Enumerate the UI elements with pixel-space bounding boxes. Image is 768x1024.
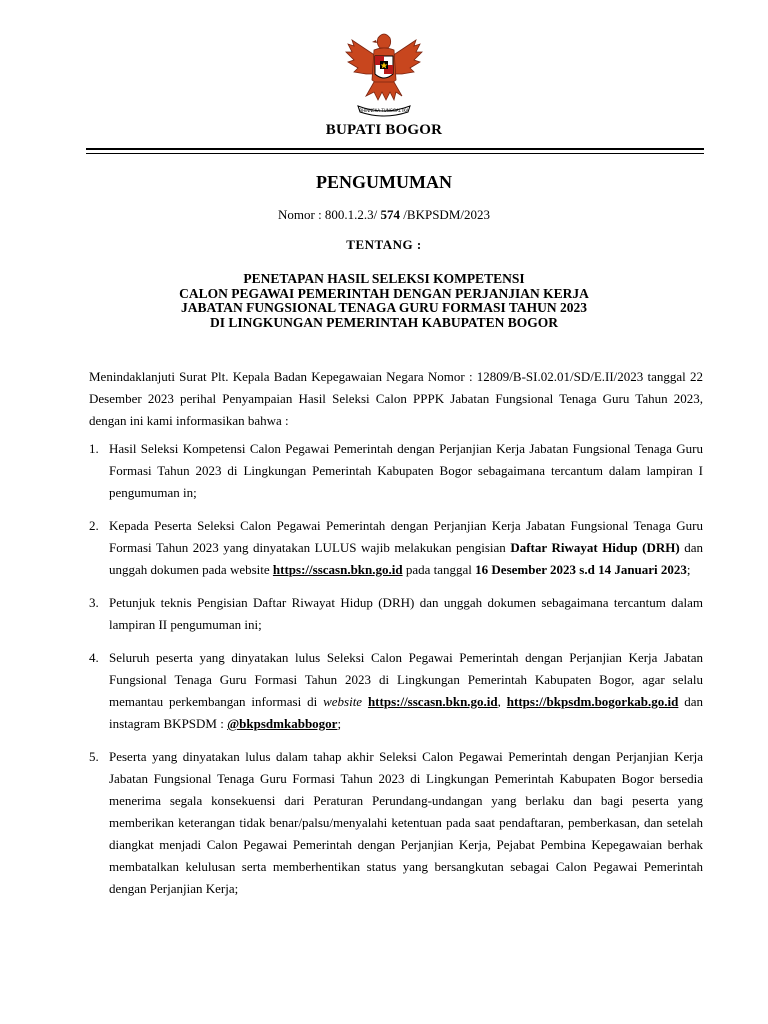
list-number: 3.: [89, 595, 99, 610]
website-word: website: [323, 694, 363, 709]
subject-line: DI LINGKUNGAN PEMERINTAH KABUPATEN BOGOR: [209, 314, 559, 330]
announcement-list: [89, 438, 703, 911]
list-item: [89, 438, 703, 504]
header-divider-thin: [86, 153, 704, 154]
list-number: 2.: [89, 518, 99, 533]
emblem-motto: BHINNEKA TUNGGAL IKA: [359, 108, 409, 113]
item-text: pada tanggal: [402, 562, 476, 577]
list-item: [89, 647, 703, 735]
garuda-emblem-icon: [344, 30, 424, 118]
document-number: [0, 207, 768, 223]
header-divider-thick: [86, 148, 704, 150]
subject-line: PENETAPAN HASIL SELEKSI KOMPETENSI: [243, 271, 525, 286]
item-text: Hasil Seleksi Kompetensi Calon Pegawai Pemerintah dengan Perjanjian Kerja Jabatan Fungsional Tenaga Guru Formasi Tahun 2023 di Lingkungan Pemerintah Kabupaten Bogor sebagaimana tercantum dalam lampiran I pengumuman in;: [109, 441, 703, 500]
drh-label: Daftar Riwayat Hidup (DRH): [510, 540, 680, 555]
subject-line: CALON PEGAWAI PEMERINTAH DENGAN PERJANJIAN KERJA: [179, 285, 589, 301]
subject-line: JABATAN FUNGSIONAL TENAGA GURU FORMASI TAHUN 2023: [180, 300, 588, 315]
about-label: TENTANG :: [346, 237, 422, 252]
subject-heading: [0, 272, 768, 330]
date-range: 16 Desember 2023 s.d 14 Januari 2023: [475, 562, 687, 577]
item-text: Seluruh peserta yang dinyatakan lulus Seleksi Calon Pegawai Pemerintah dengan Perjanjian Kerja Jabatan Fungsional Tenaga Guru Formasi Tahun 2023 di Lingkungan Pemerintah Kabupaten Bogor, agar selalu memantau perkembangan informasi di: [109, 650, 703, 709]
instagram-handle[interactable]: @bkpsdmkabbogor: [227, 716, 338, 731]
number-prefix: Nomor : 800.1.2.3/: [277, 207, 381, 222]
sscasn-link[interactable]: https://sscasn.bkn.go.id: [367, 694, 498, 709]
issuing-authority: BUPATI BOGOR: [325, 122, 443, 138]
item-text: dan unggah dokumen pada website: [109, 540, 703, 577]
item-text: dan instagram BKPSDM :: [109, 694, 704, 731]
item-text: ;: [337, 716, 342, 731]
list-number: 1.: [89, 441, 99, 456]
document-title: PENGUMUMAN: [316, 172, 452, 192]
bkpsdm-link[interactable]: https://bkpsdm.bogorkab.go.id: [506, 694, 679, 709]
list-item: [89, 515, 703, 581]
sscasn-link[interactable]: https://sscasn.bkn.go.id: [272, 562, 403, 577]
list-item: [89, 592, 703, 636]
intro-paragraph: Menindaklanjuti Surat Plt. Kepala Badan Kepegawaian Negara Nomor : 12809/B-SI.02.01/SD/E.II/2023 tanggal 22 Desember 2023 perihal Penyampaian Hasil Seleksi Calon PPPK Jabatan Fungsional Tenaga Guru Tahun 2023, dengan ini kami informasikan bahwa :: [89, 369, 703, 428]
item-text: Kepada Peserta Seleksi Calon Pegawai Pemerintah dengan Perjanjian Kerja Jabatan Fungsional Tenaga Guru Formasi Tahun 2023 yang dinyatakan LULUS wajib melakukan pengisian: [109, 518, 703, 555]
list-item: [89, 746, 703, 900]
number-suffix: /BKPSDM/2023: [400, 207, 490, 222]
item-text: Peserta yang dinyatakan lulus dalam tahap akhir Seleksi Calon Pegawai Pemerintah dengan Perjanjian Kerja Jabatan Fungsional Tenaga Guru Formasi Tahun 2023 di Lingkungan Pemerintah Kabupaten Bogor bersedia menerima segala konsekuensi dari Peraturan Perundang-undangan yang berlaku dan bagi peserta yang memberikan keterangan tidak benar/palsu/menyalahi ketentuan pada saat pendaftaran, pemberkasan, dan setelah diangkat menjadi Calon Pegawai Pemerintah dengan Perjanjian Kerja, Pejabat Pembina Kepegawaian berhak membatalkan kelulusan serta memberhentikan status yang bersangkutan sebagai Calon Pegawai Pemerintah dengan Perjanjian Kerja;: [109, 749, 703, 896]
list-number: 5.: [89, 749, 99, 764]
item-text: Petunjuk teknis Pengisian Daftar Riwayat Hidup (DRH) dan unggah dokumen sebagaimana tercantum dalam lampiran II pengumuman ini;: [109, 595, 703, 632]
number-value: 574: [380, 207, 401, 222]
item-text: ,: [497, 694, 507, 709]
item-text: ;: [686, 562, 691, 577]
list-number: 4.: [89, 650, 99, 665]
